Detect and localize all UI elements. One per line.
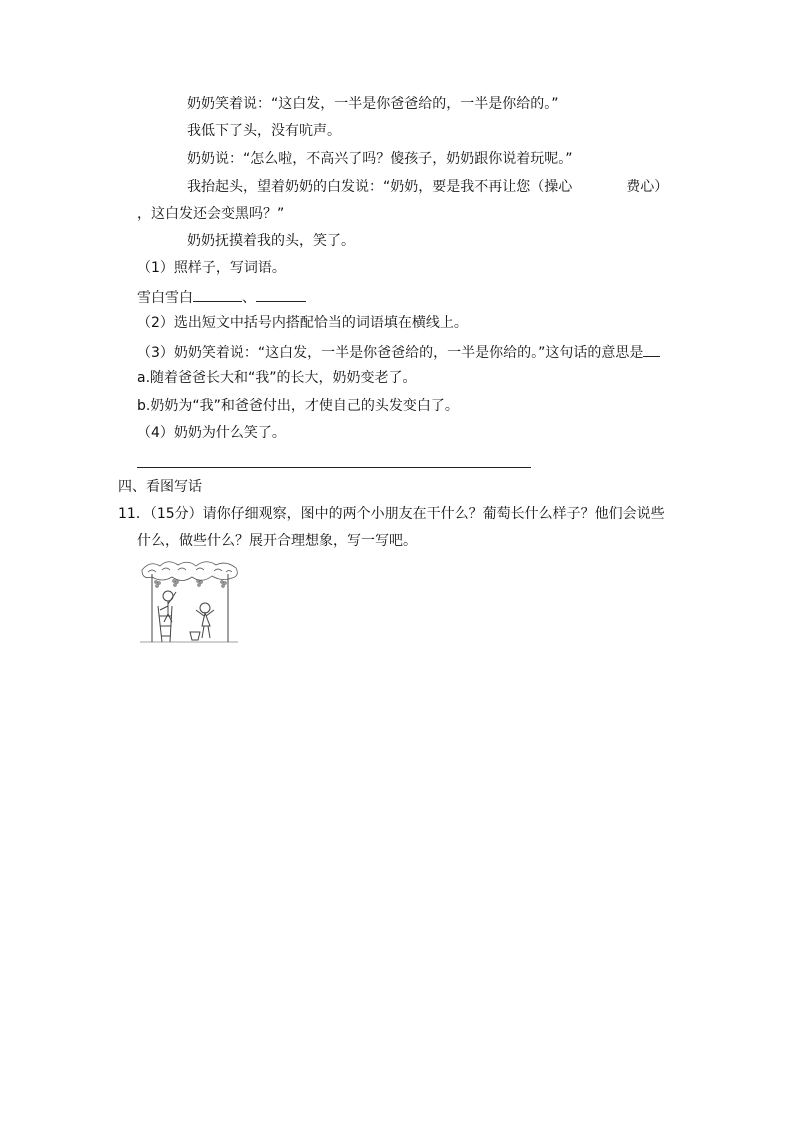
question-2: （2）选出短文中括号内搭配恰当的词语填在横线上。	[137, 315, 468, 331]
passage-line-4	[187, 178, 668, 196]
question-3-row	[137, 342, 660, 362]
passage-line-2: 我低下了头，没有吭声。	[187, 123, 341, 139]
question-11-line-1: 11．（15分）请你仔细观察，图中的两个小朋友在干什么？葡萄长什么样子？他们会说些	[118, 506, 665, 522]
question-3: （3）奶奶笑着说：“这白发，一半是你爸爸给的，一半是你给的。”这句话的意思是	[137, 345, 644, 361]
passage-line-3: 奶奶说：“怎么啦，不高兴了吗？傻孩子，奶奶跟你说着玩呢。”	[187, 151, 573, 167]
passage-line-5: 奶奶抚摸着我的头，笑了。	[187, 233, 355, 249]
answer-blank-1[interactable]	[193, 287, 242, 302]
question-3-option-b: b.奶奶为“我”和爸爸付出，才使自己的头发变白了。	[137, 398, 459, 414]
section-heading: 四、看图写话	[118, 479, 202, 495]
question-11-line-2: 什么，做些什么？展开合理想象，写一写吧。	[137, 533, 417, 549]
passage-line-1: 奶奶笑着说：“这白发，一半是你爸爸给的，一半是你给的。”	[187, 96, 559, 112]
question-4: （4）奶奶为什么笑了。	[137, 425, 286, 441]
passage-line-4-continued: ，这白发还会变黑吗？”	[137, 206, 285, 222]
question-1-example: 雪白雪白	[137, 290, 193, 306]
passage-line-4-choice: 费心）	[626, 179, 669, 195]
answer-blank-2[interactable]	[256, 287, 306, 302]
passage-line-4-text: 我抬起头，望着奶奶的白发说：“奶奶，要是我不再让您（操心	[187, 179, 573, 195]
answer-blank-3[interactable]	[643, 342, 660, 357]
question-1-answer-row	[137, 287, 306, 307]
question-1: （1）照样子，写词语。	[137, 260, 286, 276]
answer-line-question-4[interactable]	[137, 467, 531, 468]
question-1-separator: 、	[242, 290, 256, 306]
question-3-option-a: a.随着爸爸长大和“我”的长大，奶奶变老了。	[137, 370, 417, 386]
grape-picking-illustration	[138, 556, 241, 644]
